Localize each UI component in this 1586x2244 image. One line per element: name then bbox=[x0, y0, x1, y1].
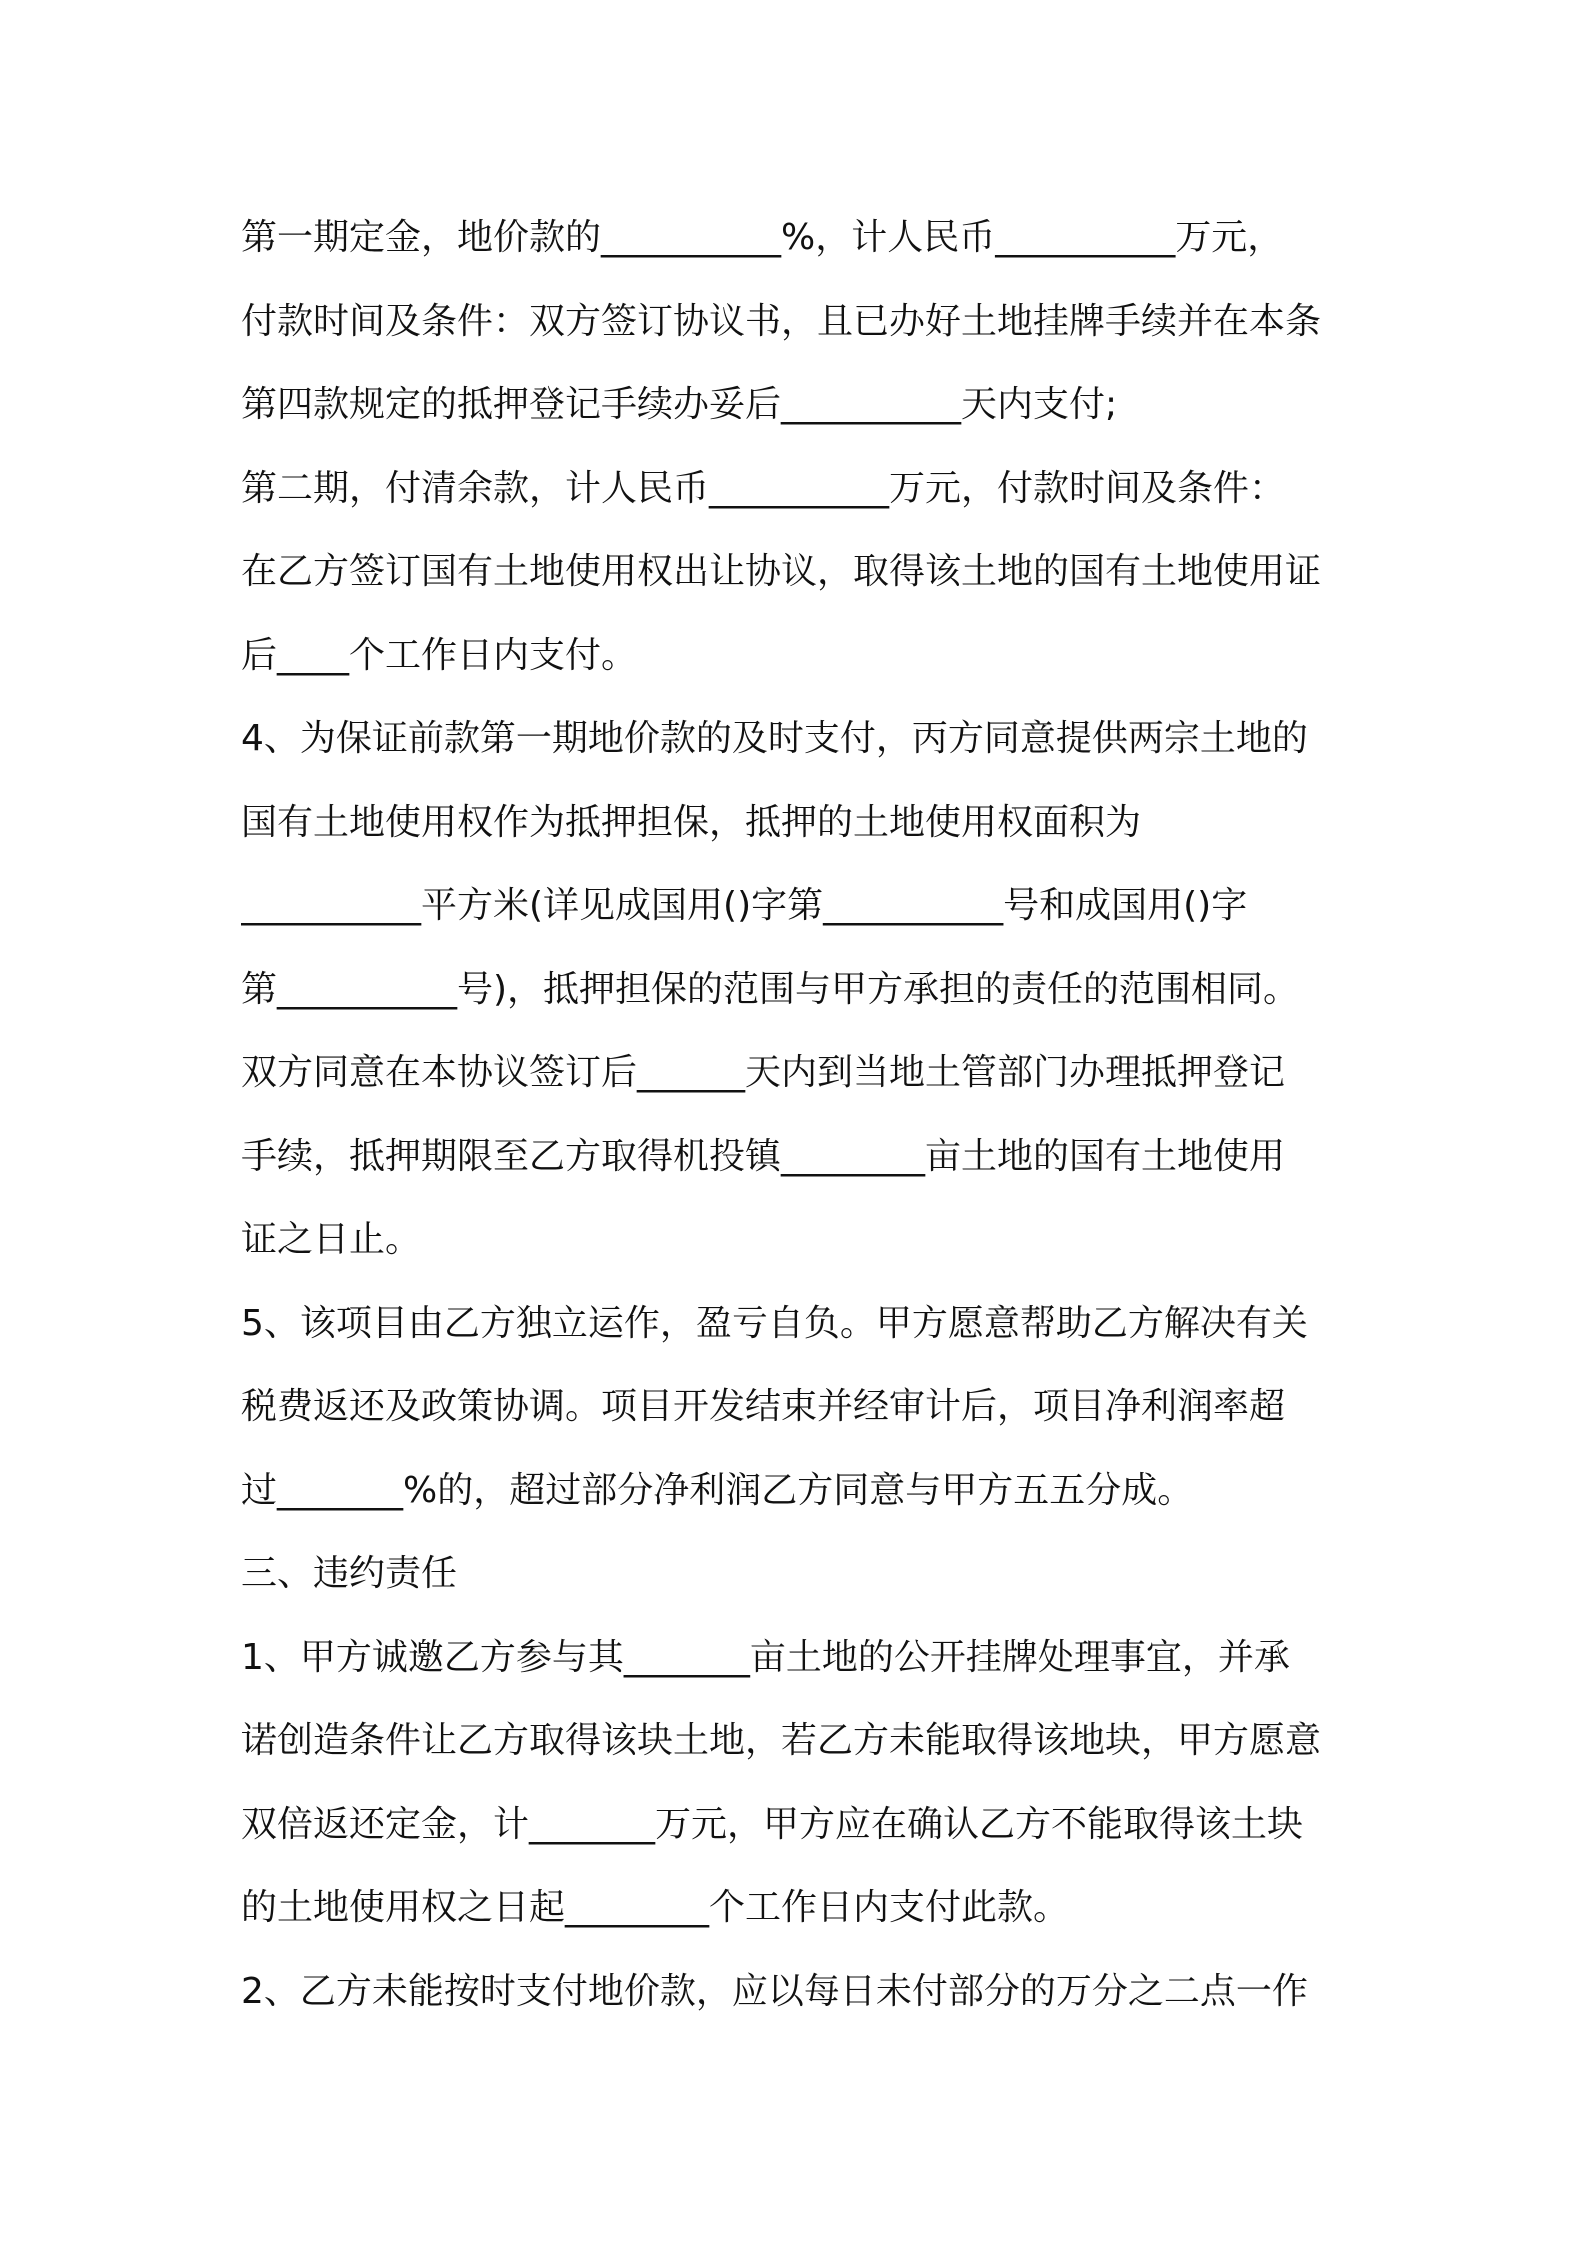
text-line: 后____个工作日内支付。 bbox=[241, 634, 638, 676]
text-line: 国有土地使用权作为抵押担保，抵押的土地使用权面积为 bbox=[241, 801, 1142, 843]
text-line: 税费返还及政策协调。项目开发结束并经审计后，项目净利润率超 bbox=[241, 1386, 1286, 1427]
text-line: 诺创造条件让乙方取得该块土地，若乙方未能取得该地块，甲方愿意 bbox=[241, 1720, 1322, 1761]
text-line: 证之日止。 bbox=[241, 1219, 422, 1260]
section-heading: 三、违约责任 bbox=[241, 1553, 458, 1594]
text-line: 2、乙方未能按时支付地价款，应以每日未付部分的万分之二点一作 bbox=[241, 1970, 1308, 2012]
text-line: 在乙方签订国有土地使用权出让协议，取得该土地的国有土地使用证 bbox=[241, 551, 1322, 592]
contract-text bbox=[241, 196, 1371, 2033]
text-line: 5、该项目由乙方独立运作，盈亏自负。甲方愿意帮助乙方解决有关 bbox=[241, 1302, 1308, 1344]
text-line: 双倍返还定金，计_______万元，甲方应在确认乙方不能取得该土块 bbox=[241, 1803, 1304, 1845]
text-line: __________平方米(详见成国用()字第__________号和成国用()字 bbox=[241, 885, 1248, 926]
text-line: 第四款规定的抵押登记手续办妥后__________天内支付; bbox=[241, 384, 1118, 425]
text-line: 的土地使用权之日起________个工作日内支付此款。 bbox=[241, 1887, 1070, 1928]
text-line: 第__________号)，抵押担保的范围与甲方承担的责任的范围相同。 bbox=[241, 968, 1300, 1010]
text-line: 过_______%的，超过部分净利润乙方同意与甲方五五分成。 bbox=[241, 1469, 1194, 1511]
text-line: 双方同意在本协议签订后______天内到当地土管部门办理抵押登记 bbox=[241, 1052, 1286, 1093]
text-line: 第二期，付清余款，计人民币__________万元，付款时间及条件： bbox=[241, 467, 1286, 509]
text-line: 付款时间及条件：双方签订协议书，且已办好土地挂牌手续并在本条 bbox=[241, 300, 1322, 342]
text-line: 第一期定金，地价款的__________%，计人民币__________万元， bbox=[241, 217, 1284, 258]
text-line: 4、为保证前款第一期地价款的及时支付，丙方同意提供两宗土地的 bbox=[241, 718, 1308, 759]
text-line: 手续，抵押期限至乙方取得机投镇________亩土地的国有土地使用 bbox=[241, 1135, 1286, 1177]
text-line: 1、甲方诚邀乙方参与其_______亩土地的公开挂牌处理事宜，并承 bbox=[241, 1636, 1290, 1678]
